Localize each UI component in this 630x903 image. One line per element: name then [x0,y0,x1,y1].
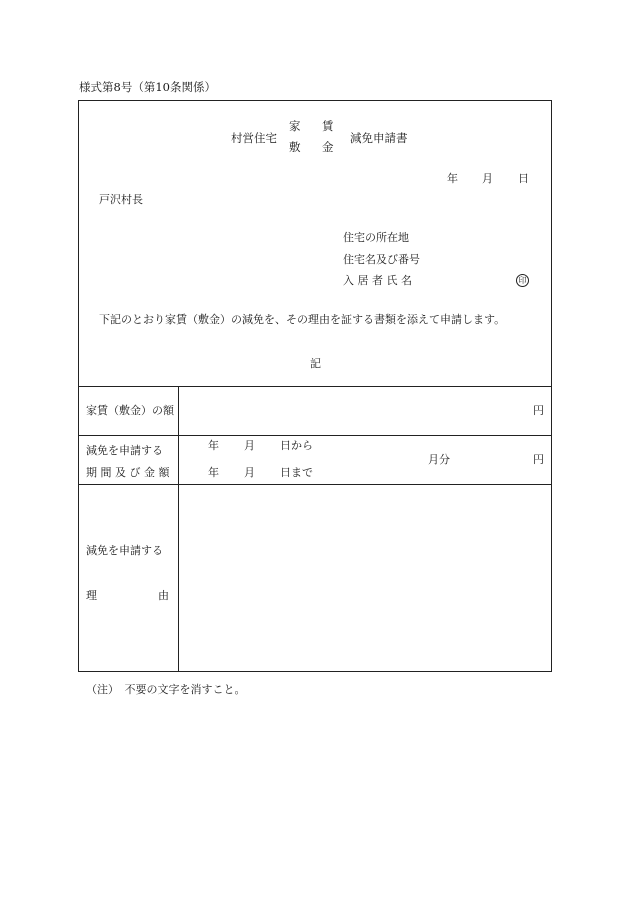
address-label: 住宅の所在地 [343,231,409,244]
seal-icon: 印 [516,274,529,287]
row2-label-line2: 期 間 及 び 金 額 [86,466,170,479]
row2-to-year: 年 [208,466,219,479]
addressee: 戸沢村長 [99,193,143,206]
row2-month-label: 月分 [428,453,450,466]
row2-label-line1: 減免を申請する [86,444,163,457]
row3-label-line2-b: 由 [158,589,169,602]
date-day-label: 日 [518,172,529,185]
resident-name-label: 入 居 者 氏 名 [343,274,412,287]
ki-heading: 記 [310,357,321,370]
table-line-3 [78,484,552,485]
row2-from-year: 年 [208,439,219,452]
title-option-bottom-2: 金 [322,140,334,154]
title-option-top-1: 家 [289,119,301,133]
footnote: （注） 不要の文字を消すこと。 [86,683,246,696]
body-statement: 下記のとおり家賃（敷金）の減免を、その理由を証する書類を添えて申請します。 [99,313,506,326]
row2-unit: 円 [533,453,544,466]
house-label: 住宅名及び番号 [343,253,420,266]
row2-from-month: 月 [244,439,255,452]
row3-label-line2-a: 理 [86,589,97,602]
form-number: 様式第8号（第10条関係） [79,80,216,94]
row1-unit: 円 [533,404,544,417]
row1-label: 家賃（敷金）の額 [86,404,174,417]
date-year-label: 年 [447,172,458,185]
row2-from-day: 日から [280,439,313,452]
title-option-bottom-1: 敷 [289,140,301,154]
title-suffix: 減免申請書 [350,131,408,145]
row3-label-line1: 減免を申請する [86,544,163,557]
title-option-top-2: 賃 [322,119,334,133]
table-column-divider [178,386,179,672]
title-prefix: 村営住宅 [231,131,277,145]
row2-to-day: 日まで [280,466,313,479]
table-line-2 [78,435,552,436]
row2-to-month: 月 [244,466,255,479]
table-top-line [78,386,552,387]
date-month-label: 月 [482,172,493,185]
